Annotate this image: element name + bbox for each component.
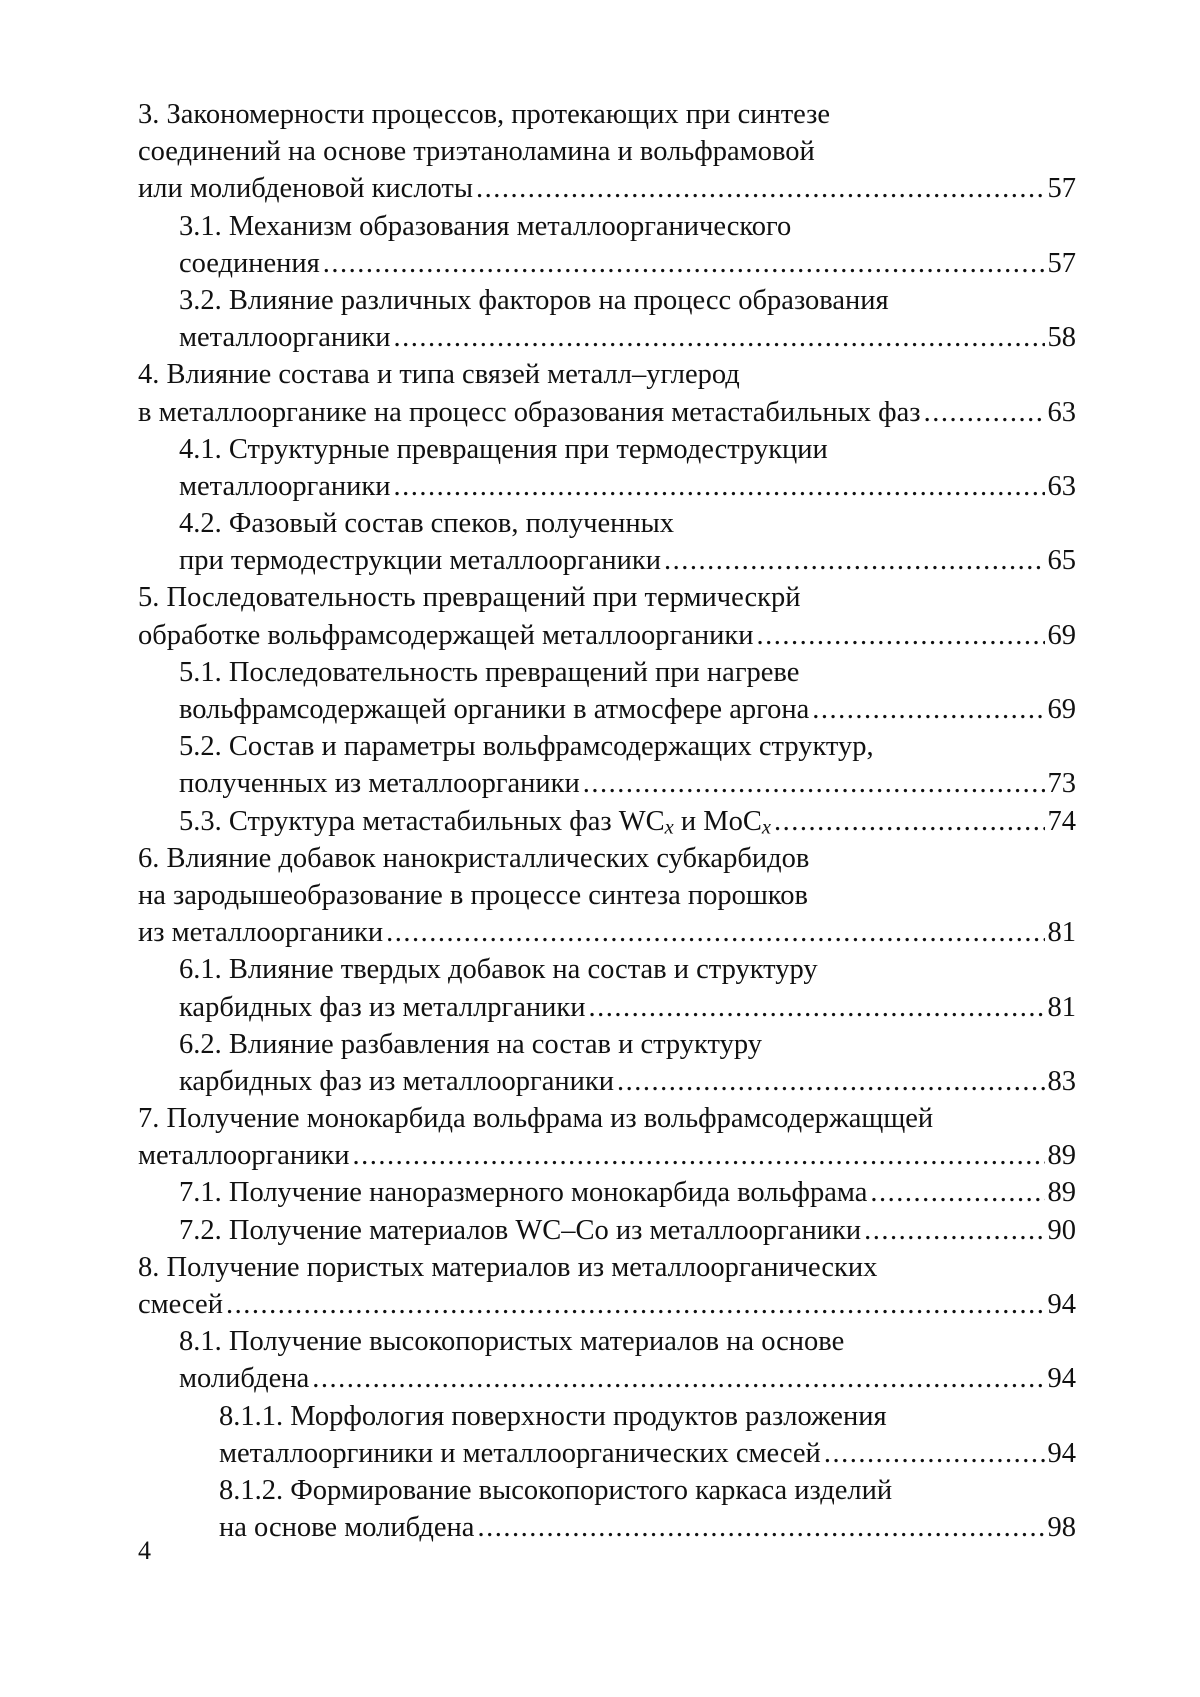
- toc-entry-last-line: [179, 319, 1076, 356]
- toc-entry-title: или молибденовой кислоты: [138, 173, 474, 205]
- toc-page-number: 57: [1047, 247, 1076, 279]
- subscript: x: [664, 816, 674, 839]
- dot-leader: [824, 1435, 1045, 1472]
- toc-entry-line: 6. Влияние добавок нанокристаллических субкарбидов: [138, 842, 810, 874]
- dot-leader: [870, 1174, 1044, 1211]
- toc-entry-last-line: [179, 245, 1076, 282]
- toc-page-number: 89: [1047, 1140, 1076, 1172]
- toc-entry-last-line: [179, 803, 1076, 840]
- toc-entry-last-line: [179, 1174, 1076, 1211]
- toc-page-number: 65: [1047, 545, 1076, 577]
- dot-leader: [924, 394, 1045, 431]
- dot-leader: [394, 319, 1045, 356]
- toc-entry-last-line: [219, 1509, 1076, 1546]
- toc-page-number: 83: [1047, 1065, 1076, 1097]
- toc-entry-title: 7.1. Получение наноразмерного монокарбида вольфрама: [179, 1177, 868, 1209]
- toc-entry-line: 3. Закономерности процессов, протекающих при синтезе: [138, 99, 831, 130]
- toc-page-number: 69: [1047, 619, 1076, 651]
- toc-entry-last-line: [179, 989, 1076, 1026]
- toc-page-number: 63: [1047, 470, 1076, 502]
- toc-entry-8-1[interactable]: [138, 1323, 1076, 1397]
- toc-entry-7-2[interactable]: [138, 1212, 1076, 1249]
- subscript: x: [761, 816, 771, 839]
- toc-entry-7-1[interactable]: [138, 1174, 1076, 1211]
- toc-entry-8-1-2[interactable]: [138, 1472, 1076, 1546]
- toc-entry-title: металлооргиники и металлоорганических смесей: [219, 1437, 821, 1469]
- toc-entry-line: 8. Получение пористых материалов из металлоорганических: [138, 1251, 878, 1283]
- toc-entry-line: 8.1.2. Формирование высокопористого каркаса изделий: [219, 1474, 893, 1506]
- toc-page-number: 81: [1047, 991, 1076, 1023]
- toc-entry-title: молибдена: [179, 1363, 310, 1395]
- toc-entry-6[interactable]: [138, 840, 1076, 952]
- toc-entry-last-line: [138, 1137, 1076, 1174]
- toc-entry-4-2[interactable]: [138, 505, 1076, 579]
- dot-leader: [386, 914, 1044, 951]
- toc-entry-line: 4.2. Фазовый состав спеков, полученных: [179, 508, 675, 540]
- toc-entry-line: 3.1. Механизм образования металлоорганического: [179, 210, 792, 242]
- dot-leader: [756, 617, 1044, 654]
- toc-entry-title: в металлоорганике на процесс образования метастабильных фаз: [138, 396, 921, 428]
- toc-entry-last-line: [179, 1212, 1076, 1249]
- toc-entry-line: 5.1. Последовательность превращений при нагреве: [179, 656, 800, 688]
- toc-entry-title: металлоорганики: [179, 470, 391, 502]
- toc-entry-line: 3.2. Влияние различных факторов на процесс образования: [179, 284, 889, 316]
- toc-entry-line: 5.2. Состав и параметры вольфрамсодержащих структур,: [179, 731, 874, 763]
- toc-page-number: 69: [1047, 694, 1076, 725]
- dot-leader: [617, 1063, 1044, 1100]
- toc-entry-last-line: [138, 394, 1076, 431]
- toc-entry-last-line: [179, 765, 1076, 802]
- toc-entry-title: карбидных фаз из металлоорганики: [179, 1065, 615, 1097]
- dot-leader: [323, 245, 1045, 282]
- toc-page-number: 94: [1047, 1363, 1076, 1395]
- toc-entry-6-2[interactable]: [138, 1026, 1076, 1100]
- toc-entry-5-2[interactable]: [138, 728, 1076, 802]
- toc-entry-5[interactable]: [138, 579, 1076, 653]
- toc-entry-title: при термодеструкции металлоорганики: [179, 545, 661, 577]
- toc-entry-last-line: [138, 170, 1076, 207]
- dot-leader: [864, 1212, 1044, 1249]
- toc-entry-line: 7. Получение монокарбида вольфрама из вольфрамсодержащщей: [138, 1103, 934, 1135]
- toc-entry-title: [179, 803, 771, 840]
- toc-entry-4[interactable]: [138, 356, 1076, 430]
- toc-entry-title: металлоорганики: [179, 322, 391, 354]
- toc-entry-title: 7.2. Получение материалов WC–Co из металлоорганики: [179, 1214, 862, 1246]
- dot-leader: [312, 1360, 1044, 1397]
- page-number: 4: [138, 1536, 151, 1565]
- toc-entry-line: соединений на основе триэтаноламина и вольфрамовой: [138, 136, 815, 168]
- toc-entry-title: полученных из металлоорганики: [179, 768, 580, 800]
- dot-leader: [226, 1286, 1045, 1323]
- dot-leader: [664, 542, 1045, 579]
- toc-entry-last-line: [179, 468, 1076, 505]
- toc-entry-title: из металлоорганики: [138, 917, 384, 949]
- toc-entry-8-1-1[interactable]: [138, 1398, 1076, 1472]
- toc-entry-4-1[interactable]: [138, 431, 1076, 505]
- toc-page-number: 58: [1047, 322, 1076, 354]
- toc-entry-line: 6.1. Влияние твердых добавок на состав и структуру: [179, 954, 818, 986]
- toc-entry-title: вольфрамсодержащей органики в атмосфере аргона: [179, 694, 810, 725]
- toc-entry-last-line: [179, 1360, 1076, 1397]
- toc-entry-3-1[interactable]: [138, 208, 1076, 282]
- toc-entry-last-line: [179, 542, 1076, 579]
- title-part: 5.3. Структура метастабильных фаз WC: [179, 805, 665, 837]
- toc-entry-5-3[interactable]: [138, 803, 1076, 840]
- dot-leader: [589, 989, 1045, 1026]
- toc-entry-title: на основе молибдена: [219, 1512, 475, 1544]
- toc-entry-title: смесей: [138, 1289, 223, 1320]
- toc-entry-line: 5. Последовательность превращений при термическрй: [138, 582, 801, 614]
- dot-leader: [812, 691, 1044, 728]
- toc-entry-line: на зародышеобразование в процессе синтеза порошков: [138, 879, 808, 911]
- title-part: и MoC: [673, 805, 762, 837]
- toc-page-number: 81: [1047, 917, 1076, 949]
- toc-entry-3-2[interactable]: [138, 282, 1076, 356]
- toc-entry-title: карбидных фаз из металлрганики: [179, 991, 586, 1023]
- toc-entry-line: 6.2. Влияние разбавления на состав и структуру: [179, 1028, 762, 1060]
- toc-entry-line: 4. Влияние состава и типа связей металл–углерод: [138, 359, 740, 391]
- toc-page-number: 98: [1047, 1512, 1076, 1544]
- toc-entry-last-line: [219, 1435, 1076, 1472]
- toc-entry-7[interactable]: [138, 1100, 1076, 1174]
- toc-entry-last-line: [138, 1286, 1076, 1323]
- toc-page-number: 57: [1047, 173, 1076, 205]
- toc-entry-3[interactable]: [138, 96, 1076, 208]
- dot-leader: [583, 765, 1045, 802]
- toc-entry-title: обработке вольфрамсодержащей металлоорганики: [138, 619, 754, 651]
- toc-page-number: 74: [1047, 805, 1076, 837]
- dot-leader: [353, 1137, 1045, 1174]
- toc-entry-last-line: [179, 1063, 1076, 1100]
- toc-entry-line: 8.1. Получение высокопористых материалов на основе: [179, 1326, 845, 1358]
- dot-leader: [774, 803, 1045, 840]
- toc-page-number: 63: [1047, 396, 1076, 428]
- toc-entry-6-1[interactable]: [138, 951, 1076, 1025]
- toc-page-number: 94: [1047, 1437, 1076, 1469]
- toc-entry-last-line: [138, 914, 1076, 951]
- dot-leader: [476, 170, 1044, 207]
- toc-page-number: 89: [1047, 1177, 1076, 1209]
- toc-entry-line: 4.1. Структурные превращения при термодеструкции: [179, 433, 828, 465]
- table-of-contents: [138, 96, 1076, 1546]
- toc-entry-title: металлоорганики: [138, 1140, 350, 1172]
- toc-entry-5-1[interactable]: [138, 654, 1076, 728]
- dot-leader: [477, 1509, 1044, 1546]
- toc-entry-title: соединения: [179, 247, 320, 279]
- toc-entry-8[interactable]: [138, 1249, 1076, 1323]
- dot-leader: [394, 468, 1045, 505]
- toc-page-number: 94: [1047, 1289, 1076, 1320]
- toc-entry-line: 8.1.1. Морфология поверхности продуктов разложения: [219, 1400, 887, 1432]
- toc-entry-last-line: [138, 617, 1076, 654]
- toc-page-number: 73: [1047, 768, 1076, 800]
- toc-entry-last-line: [179, 691, 1076, 728]
- toc-page-number: 90: [1047, 1214, 1076, 1246]
